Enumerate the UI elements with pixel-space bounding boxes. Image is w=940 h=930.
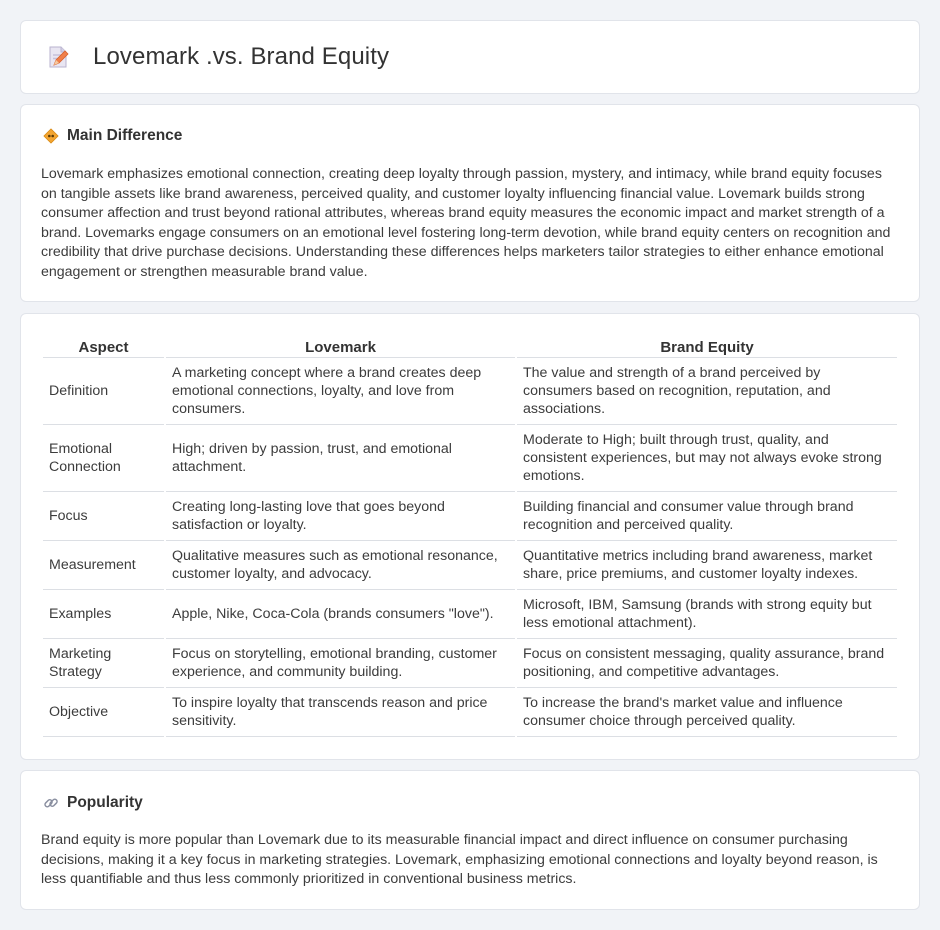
main-difference-heading: Main Difference [67,127,183,144]
table-row [43,688,897,737]
page-title: Lovemark .vs. Brand Equity [93,43,390,70]
cell-brand-equity: Focus on consistent messaging, quality assurance, brand positioning, and competitive advantages. [517,639,897,688]
popularity-header [43,794,143,812]
cell-brand-equity: Quantitative metrics including brand awareness, market share, price premiums, and customer loyalty indexes. [517,541,897,590]
cell-brand-equity: Moderate to High; built through trust, quality, and consistent experiences, but may not always evoke strong emotions. [517,425,897,492]
cell-lovemark: Qualitative measures such as emotional resonance, customer loyalty, and advocacy. [166,541,515,590]
diamond-sign-icon [43,128,59,144]
popularity-text: Brand equity is more popular than Lovemark due to its measurable financial impact and direct influence on consumer purchasing decisions, making it a key focus in marketing strategies. Lovemark, emphasizing emotional connections and loyalty beyond reason, is less quantifiable and thus less commonly prioritized in conventional business metrics. [41,832,878,887]
cell-brand-equity: Building financial and consumer value through brand recognition and perceived quality. [517,492,897,541]
cell-aspect: Examples [43,590,164,639]
comparison-section [20,313,920,760]
table-row [43,358,897,425]
table-row [43,425,897,492]
header-brand-equity: Brand Equity [517,334,897,358]
header-aspect: Aspect [43,334,164,358]
main-difference-text: Lovemark emphasizes emotional connection, creating deep loyalty through passion, mystery, and intimacy, while brand equity focuses on tangible assets like brand awareness, perceived quality, and customer loyalty influencing financial value. Lovemark builds strong consumer affection and trust beyond rational attributes, whereas brand equity measures the economic impact and market strength of a brand. Lovemarks engage consumers on an emotional level fostering long-term devotion, while brand equity centers on recognition and credibility that drive purchase decisions. Understanding these differences helps marketers tailor strategies to either enhance emotional engagement or strengthen measurable brand value. [41,166,891,280]
link-icon [43,795,59,811]
document-pencil-icon [45,44,71,70]
main-difference-section [20,104,920,302]
cell-aspect: Emotional Connection [43,425,164,492]
cell-aspect: Objective [43,688,164,737]
cell-lovemark: A marketing concept where a brand creates deep emotional connections, loyalty, and love from consumers. [166,358,515,425]
cell-lovemark: To inspire loyalty that transcends reason and price sensitivity. [166,688,515,737]
table-row [43,541,897,590]
cell-aspect: Definition [43,358,164,425]
title-card [20,20,920,94]
cell-brand-equity: The value and strength of a brand perceived by consumers based on recognition, reputation, and associations. [517,358,897,425]
main-difference-header [43,127,182,145]
cell-lovemark: Creating long-lasting love that goes beyond satisfaction or loyalty. [166,492,515,541]
cell-brand-equity: Microsoft, IBM, Samsung (brands with strong equity but less emotional attachment). [517,590,897,639]
popularity-section [20,770,920,910]
table-header-row [43,334,897,358]
cell-lovemark: Apple, Nike, Coca-Cola (brands consumers "love"). [166,590,515,639]
cell-lovemark: High; driven by passion, trust, and emotional attachment. [166,425,515,492]
table-row [43,639,897,688]
cell-aspect: Measurement [43,541,164,590]
table-row [43,492,897,541]
cell-aspect: Marketing Strategy [43,639,164,688]
table-row [43,590,897,639]
cell-lovemark: Focus on storytelling, emotional branding, customer experience, and community building. [166,639,515,688]
cell-aspect: Focus [43,492,164,541]
title-row [45,43,389,71]
header-lovemark: Lovemark [166,334,515,358]
cell-brand-equity: To increase the brand's market value and influence consumer choice through perceived quality. [517,688,897,737]
popularity-heading: Popularity [67,794,143,811]
comparison-table [41,334,899,737]
